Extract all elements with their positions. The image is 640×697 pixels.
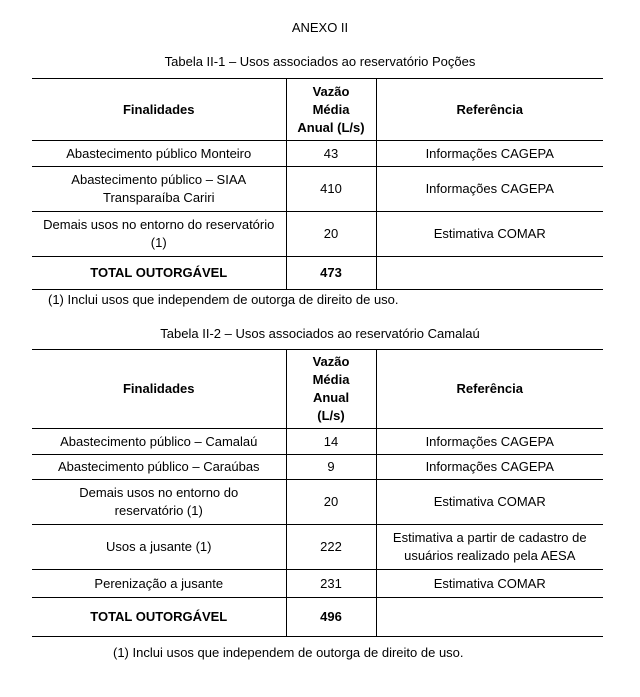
vazao-cell: 20 [286,480,376,525]
table2-header-finalidades: Finalidades [32,350,286,429]
table2-note: (1) Inclui usos que independem de outorga de direito de uso. [113,645,464,660]
table1-total-row [32,257,603,290]
referencia-cell: Estimativa COMAR [376,212,603,257]
total-vazao: 473 [286,257,376,290]
total-label: TOTAL OUTORGÁVEL [32,257,286,290]
table1 [32,78,603,290]
table-row [32,525,603,570]
table1-caption: Tabela II-1 – Usos associados ao reservatório Poções [164,54,476,69]
finalidade-cell: Perenização a jusante [32,570,286,598]
finalidade-cell: Abastecimento público – Camalaú [32,429,286,455]
table2-caption: Tabela II-2 – Usos associados ao reservatório Camalaú [160,326,480,341]
table1-header-row [32,79,603,141]
table-row [32,212,603,257]
finalidade-cell: Usos a jusante (1) [32,525,286,570]
vazao-cell: 14 [286,429,376,455]
vazao-cell: 9 [286,455,376,480]
referencia-cell: Informações CAGEPA [376,429,603,455]
referencia-cell: Estimativa COMAR [376,480,603,525]
table2-header-row [32,350,603,429]
referencia-cell: Informações CAGEPA [376,455,603,480]
table-row [32,570,603,598]
total-referencia [376,257,603,290]
vazao-cell: 231 [286,570,376,598]
referencia-cell: Informações CAGEPA [376,167,603,212]
table-row [32,167,603,212]
total-label: TOTAL OUTORGÁVEL [32,598,286,637]
table1-header-finalidades: Finalidades [32,79,286,141]
table-row [32,429,603,455]
total-vazao: 496 [286,598,376,637]
referencia-cell: Estimativa a partir de cadastro de usuários realizado pela AESA [376,525,603,570]
total-referencia [376,598,603,637]
finalidade-cell: Abastecimento público – Caraúbas [32,455,286,480]
table2-header-referencia: Referência [376,350,603,429]
finalidade-cell: Demais usos no entorno do reservatório (1) [32,480,286,525]
vazao-cell: 222 [286,525,376,570]
vazao-cell: 20 [286,212,376,257]
vazao-cell: 43 [286,141,376,167]
table1-header-vazao: Vazão Média Anual (L/s) [286,79,376,141]
finalidade-cell: Abastecimento público Monteiro [32,141,286,167]
annex-title: ANEXO II [291,20,349,35]
referencia-cell: Informações CAGEPA [376,141,603,167]
table2-header-vazao: Vazão Média Anual (L/s) [286,350,376,429]
table2 [32,349,603,637]
table-row [32,455,603,480]
referencia-cell: Estimativa COMAR [376,570,603,598]
vazao-cell: 410 [286,167,376,212]
finalidade-cell: Abastecimento público – SIAA Transparaíba Cariri [32,167,286,212]
finalidade-cell: Demais usos no entorno do reservatório (1) [32,212,286,257]
table1-header-referencia: Referência [376,79,603,141]
table-row [32,141,603,167]
table2-total-row [32,598,603,637]
table-row [32,480,603,525]
table1-note: (1) Inclui usos que independem de outorga de direito de uso. [48,292,399,307]
